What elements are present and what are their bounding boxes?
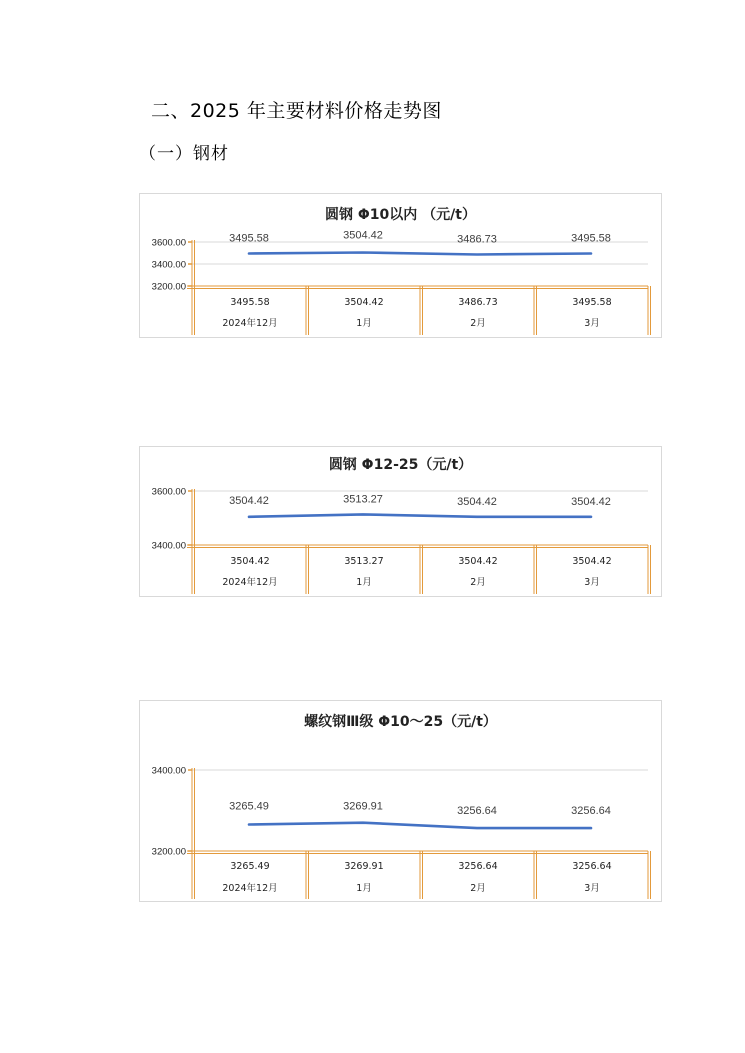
- data-label: 3265.49: [229, 800, 269, 813]
- y-tick-label: 3400.00: [151, 540, 186, 552]
- subsection-heading: （一）钢材: [139, 144, 229, 164]
- table-value-cell: 3504.42: [572, 556, 612, 567]
- table-value-cell: 3495.58: [230, 297, 270, 308]
- chart-svg: [140, 447, 661, 596]
- data-label: 3495.58: [571, 232, 611, 245]
- data-label: 3504.42: [343, 229, 383, 242]
- chart-title: 螺纹钢Ⅲ级 Φ10～25（元/t）: [304, 714, 497, 730]
- x-category-label: 2月: [470, 577, 486, 588]
- chart-svg: [140, 194, 661, 337]
- section-heading: 二、2025 年主要材料价格走势图: [151, 100, 442, 122]
- series-line: [249, 253, 591, 255]
- chart-title: 圆钢 Φ12-25（元/t）: [328, 457, 473, 473]
- y-tick-label: 3200.00: [151, 846, 186, 858]
- x-category-label: 3月: [584, 883, 600, 894]
- chart-svg: [140, 701, 661, 901]
- y-tick-label: 3600.00: [151, 237, 186, 249]
- table-value-cell: 3269.91: [344, 861, 384, 872]
- data-label: 3256.64: [571, 805, 611, 818]
- data-label: 3269.91: [343, 800, 383, 813]
- table-value-cell: 3495.58: [572, 297, 612, 308]
- data-label: 3504.42: [229, 494, 269, 507]
- x-category-label: 2月: [470, 318, 486, 329]
- table-value-cell: 3486.73: [458, 297, 498, 308]
- x-category-label: 1月: [356, 577, 372, 588]
- y-tick-label: 3400.00: [151, 259, 186, 271]
- data-label: 3504.42: [571, 495, 611, 508]
- x-category-label: 2月: [470, 883, 486, 894]
- x-category-label: 3月: [584, 577, 600, 588]
- x-category-label: 3月: [584, 318, 600, 329]
- data-label: 3256.64: [457, 805, 497, 818]
- y-tick-label: 3200.00: [151, 281, 186, 293]
- table-value-cell: 3513.27: [344, 556, 384, 567]
- table-value-cell: 3256.64: [572, 861, 612, 872]
- data-label: 3504.42: [457, 495, 497, 508]
- x-category-label: 1月: [356, 318, 372, 329]
- table-value-cell: 3256.64: [458, 861, 498, 872]
- chart-rebar: [139, 700, 662, 902]
- data-label: 3513.27: [343, 493, 383, 506]
- x-category-label: 1月: [356, 883, 372, 894]
- data-label: 3486.73: [457, 233, 497, 246]
- x-category-label: 2024年12月: [222, 318, 278, 329]
- table-value-cell: 3504.42: [458, 556, 498, 567]
- x-category-label: 2024年12月: [222, 883, 278, 894]
- y-tick-label: 3600.00: [151, 486, 186, 498]
- table-value-cell: 3265.49: [230, 861, 270, 872]
- table-value-cell: 3504.42: [230, 556, 270, 567]
- data-label: 3495.58: [229, 232, 269, 245]
- x-category-label: 2024年12月: [222, 577, 278, 588]
- series-line: [249, 823, 591, 828]
- table-value-cell: 3504.42: [344, 297, 384, 308]
- chart-round-steel-12-25: [139, 446, 662, 597]
- y-tick-label: 3400.00: [151, 765, 186, 777]
- series-line: [249, 514, 591, 516]
- chart-title: 圆钢 Φ10以内 （元/t）: [325, 207, 476, 223]
- chart-round-steel-10: [139, 193, 662, 338]
